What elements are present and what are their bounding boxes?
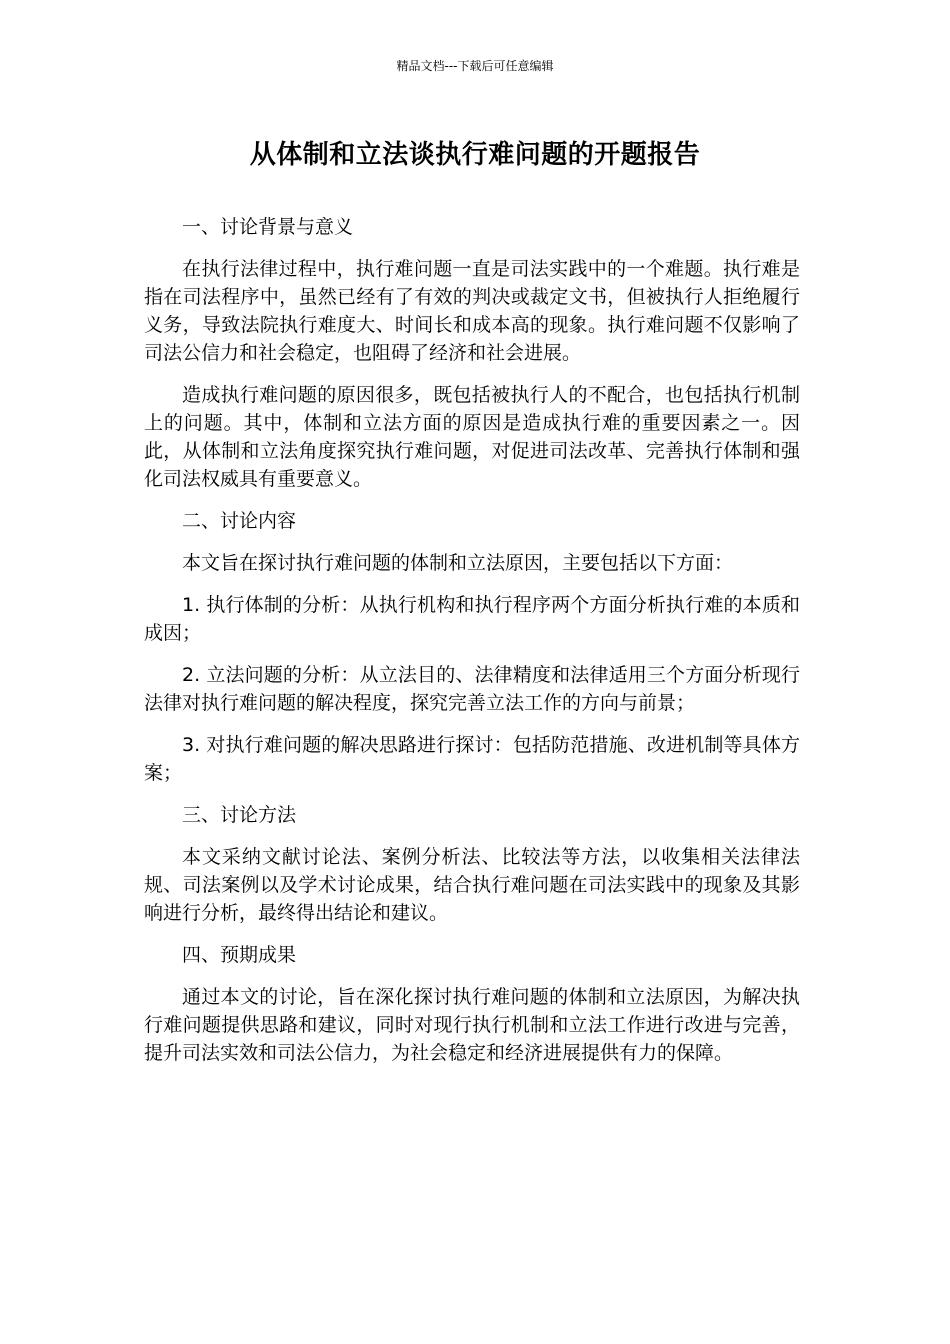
list-item: 1. 执行体制的分析：从执行机构和执行程序两个方面分析执行难的本质和成因； — [144, 594, 800, 644]
paragraph: 在执行法律过程中，执行难问题一直是司法实践中的一个难题。执行难是指在司法程序中，虽然已经有了有效的判决或裁定文书，但被执行人拒绝履行义务，导致法院执行难度大、时间长和成本高的现象。执行难问题不仅影响了司法公信力和社会稳定，也阻碍了经济和社会进展。 — [144, 258, 800, 364]
section-heading-background: 一、讨论背景与意义 — [182, 216, 354, 238]
header-note: 精品文档---下载后可任意编辑 — [396, 59, 554, 73]
list-item: 3. 对执行难问题的解决思路进行探讨：包括防范措施、改进机制等具体方案； — [144, 734, 800, 784]
paragraph: 通过本文的讨论，旨在深化探讨执行难问题的体制和立法原因，为解决执行难问题提供思路和建议，同时对现行执行机制和立法工作进行改进与完善，提升司法实效和司法公信力，为社会稳定和经济进展提供有力的保障。 — [144, 986, 800, 1064]
section-heading-outcomes: 四、预期成果 — [182, 944, 297, 966]
list-item: 2. 立法问题的分析：从立法目的、法律精度和法律适用三个方面分析现行法律对执行难问题的解决程度，探究完善立法工作的方向与前景； — [144, 664, 800, 714]
paragraph: 本文旨在探讨执行难问题的体制和立法原因，主要包括以下方面： — [182, 552, 734, 574]
section-heading-method: 三、讨论方法 — [182, 804, 297, 826]
document-title: 从体制和立法谈执行难问题的开题报告 — [249, 140, 701, 170]
paragraph: 造成执行难问题的原因很多，既包括被执行人的不配合，也包括执行机制上的问题。其中，体制和立法方面的原因是造成执行难的重要因素之一。因此，从体制和立法角度探究执行难问题，对促进司法改革、完善执行体制和强化司法权威具有重要意义。 — [144, 384, 800, 490]
paragraph: 本文采纳文献讨论法、案例分析法、比较法等方法，以收集相关法律法规、司法案例以及学术讨论成果，结合执行难问题在司法实践中的现象及其影响进行分析，最终得出结论和建议。 — [144, 846, 800, 924]
section-heading-content: 二、讨论内容 — [182, 510, 297, 532]
document-body — [144, 213, 800, 1081]
